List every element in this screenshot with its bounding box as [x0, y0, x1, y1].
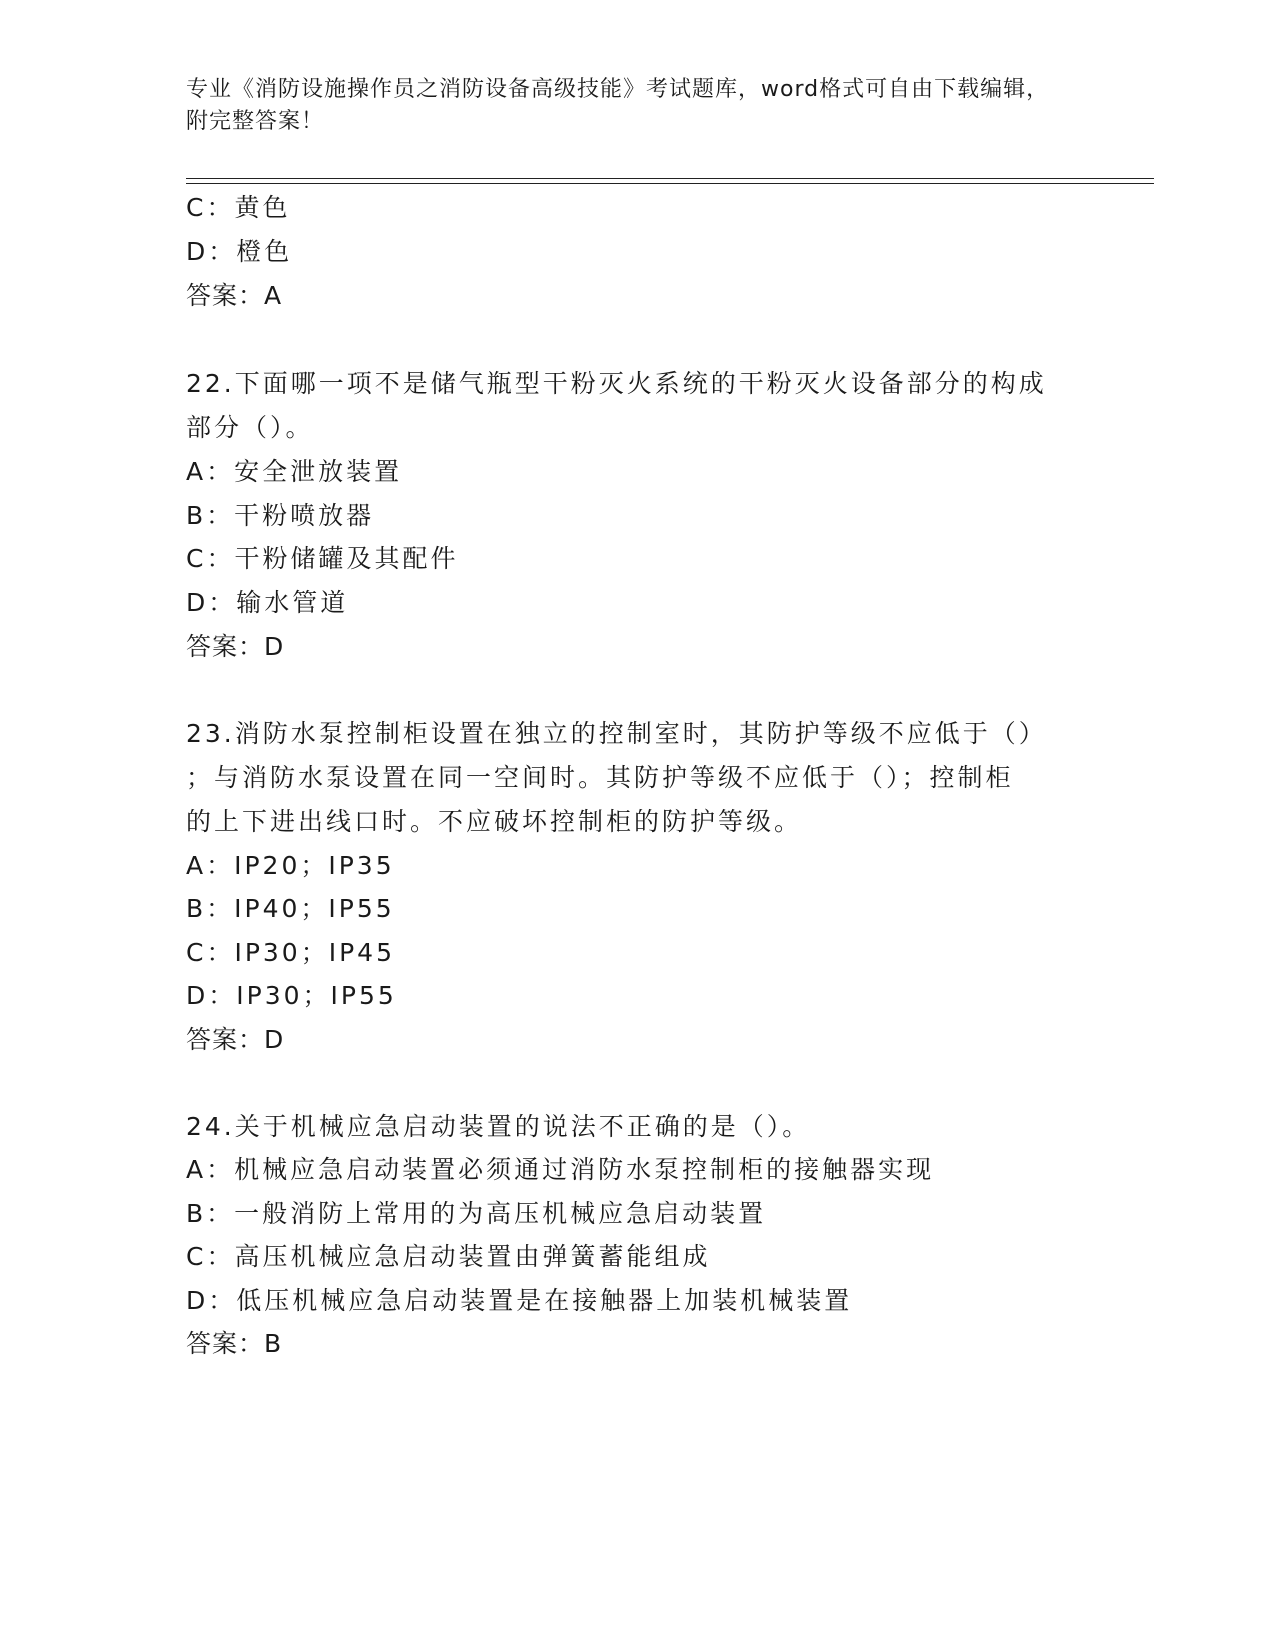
- q22-option-c: C：干粉储罐及其配件: [186, 544, 459, 573]
- q21-option-d: D：橙色: [186, 237, 293, 266]
- q23-option-a: A：IP20；IP35: [186, 851, 395, 880]
- q22-stem-line2: 部分（）。: [186, 413, 314, 442]
- q23-answer: 答案：D: [186, 1025, 285, 1054]
- q23-stem-line2: ；与消防水泵设置在同一空间时。其防护等级不应低于（）；控制柜: [186, 763, 1014, 792]
- q22-option-d: D：输水管道: [186, 588, 349, 617]
- document-header: 专业《消防设施操作员之消防设备高级技能》考试题库，word格式可自由下载编辑，附完整答案！: [186, 77, 1050, 134]
- header-rule-top: [186, 178, 1154, 179]
- q23-option-c: C：IP30；IP45: [186, 938, 395, 967]
- q24-stem-line1: 24.关于机械应急启动装置的说法不正确的是（）。: [186, 1112, 811, 1141]
- q23-stem-line1: 23.消防水泵控制柜设置在独立的控制室时，其防护等级不应低于（）: [186, 719, 1047, 748]
- q23-stem-line3: 的上下进出线口时。不应破坏控制柜的防护等级。: [186, 807, 803, 836]
- q22-option-b: B：干粉喷放器: [186, 501, 375, 530]
- q24-answer: 答案：B: [186, 1329, 283, 1358]
- q24-option-a: A：机械应急启动装置必须通过消防水泵控制柜的接触器实现: [186, 1155, 935, 1184]
- q23-option-b: B：IP40；IP55: [186, 894, 395, 923]
- q24-option-c: C：高压机械应急启动装置由弹簧蓄能组成: [186, 1242, 711, 1271]
- header-rule-bottom: [186, 183, 1154, 184]
- q22-answer: 答案：D: [186, 632, 285, 661]
- q24-option-b: B：一般消防上常用的为高压机械应急启动装置: [186, 1199, 767, 1228]
- q22-option-a: A：安全泄放装置: [186, 457, 403, 486]
- q22-stem-line1: 22.下面哪一项不是储气瓶型干粉灭火系统的干粉灭火设备部分的构成: [186, 369, 1047, 398]
- q24-option-d: D：低压机械应急启动装置是在接触器上加装机械装置: [186, 1286, 853, 1315]
- q21-option-c: C：黄色: [186, 193, 291, 222]
- q23-option-d: D：IP30；IP55: [186, 981, 397, 1010]
- q21-answer: 答案：A: [186, 281, 283, 310]
